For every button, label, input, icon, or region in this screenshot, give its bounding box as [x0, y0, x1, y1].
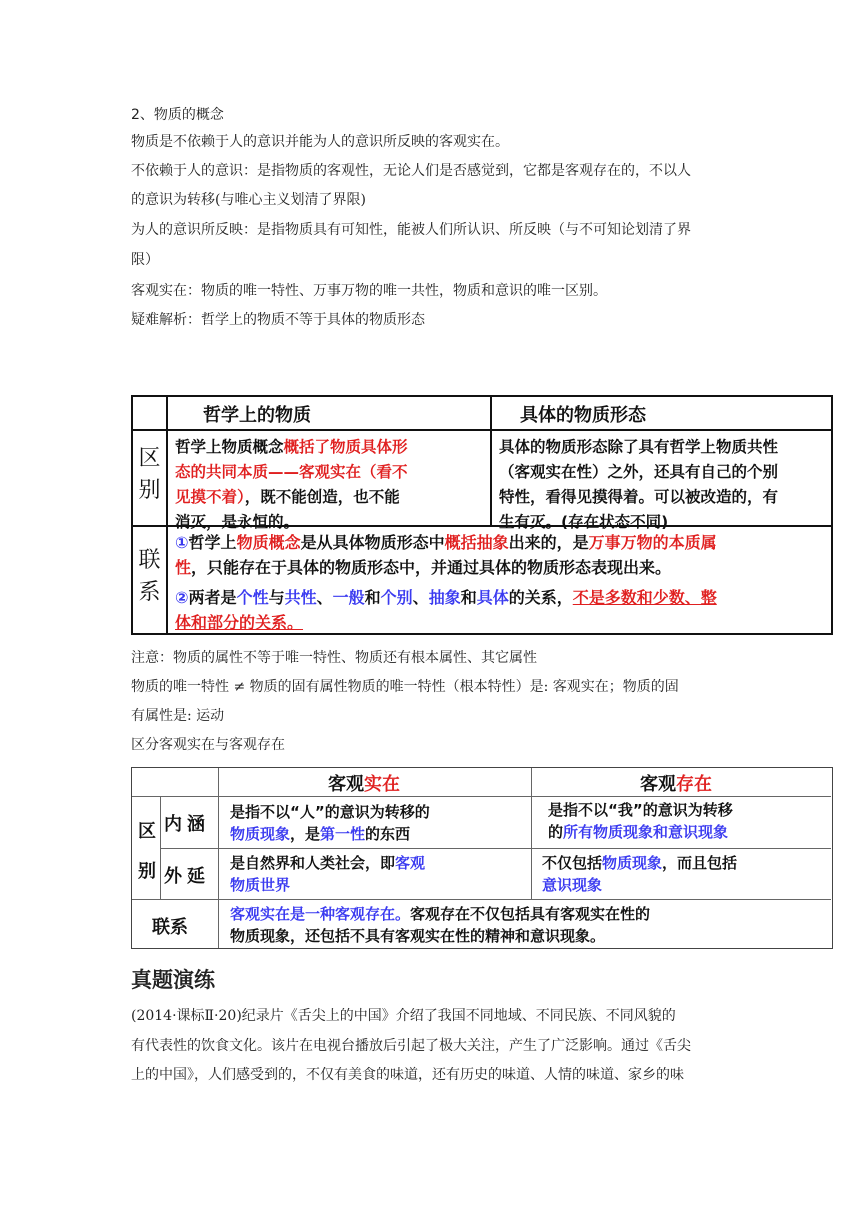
note-line: 注意：物质的属性不等于唯一特性、物质还有根本属性、其它属性 [131, 650, 537, 666]
section-title: 真题演练 [131, 968, 215, 992]
question-line: (2014·课标Ⅱ·20)纪录片《舌尖上的中国》介绍了我国不同地域、不同民族、不同风貌的 [131, 1008, 676, 1024]
paragraph-line: 的意识为转移(与唯心主义划清了界限) [131, 192, 366, 208]
question-line: 有代表性的饮食文化。该片在电视台播放后引起了极大关注，产生了广泛影响。通过《舌尖 [131, 1038, 691, 1054]
paragraph-line: 疑难解析：哲学上的物质不等于具体的物质形态 [131, 312, 425, 328]
paragraph-line: 为人的意识所反映：是指物质具有可知性，能被人们所认识、所反映（与不可知论划清了界 [131, 222, 691, 238]
difference-concrete-cell: 具体的物质形态除了具有哲学上物质共性 （客观实在性）之外，还具有自己的个别 特性，看得见摸得着。可以被改造的，有 生有灭。(存在状态不同) [499, 438, 779, 531]
row-label-difference: 区 别 [138, 821, 156, 882]
paragraph-line: 客观实在：物质的唯一特性、万事万物的唯一共性，物质和意识的唯一区别。 [131, 283, 607, 299]
definition-text: 物质是不依赖于人的意识并能为人的意识所反映的客观实在。 [131, 134, 509, 150]
section-heading: 2、物质的概念 [131, 107, 224, 123]
subheading: 区分客观实在与客观存在 [131, 737, 285, 753]
col-header-objective-reality: 客观实在 [328, 774, 400, 795]
matter-comparison-table [131, 395, 833, 635]
objective-reality-table [131, 767, 833, 949]
question-line: 上的中国》，人们感受到的，不仅有美食的味道，还有历史的味道、人情的味道、家乡的味 [131, 1067, 684, 1083]
row-label-connection: 联系 [152, 917, 188, 938]
col-header-objective-existence: 客观存在 [640, 774, 712, 795]
denotation-existence-cell: 不仅包括物质现象，而且包括 意识现象 [542, 854, 738, 894]
note-line: 物质的唯一特性 ≠ 物质的固有属性物质的唯一特性（根本特性）是: 客观实在；物质的固 [131, 679, 679, 695]
col-header-concrete-matter: 具体的物质形态 [520, 405, 646, 426]
connotation-existence-cell: 是指不以“我”的意识为转移 的所有物质现象和意识现象 [548, 801, 733, 841]
connotation-reality-cell: 是指不以“人”的意识为转移的 物质现象，是第一性的东西 [230, 803, 430, 843]
connection-cell: ①哲学上物质概念是从具体物质形态中概括抽象出来的，是万事万物的本质属 性，只能存在于具体的物质形态中，并通过具体的物质形态表现出来。 ②两者是个性与共性、一般和个别、抽象和具体的关系，不是多数和少数、整 体和部分的关系。 [175, 533, 717, 632]
col-header-philosophical-matter: 哲学上的物质 [203, 405, 311, 426]
row-label-difference: 区 别 [138, 446, 161, 503]
row-label-connotation: 内涵 [164, 814, 210, 835]
paragraph-line: 限） [131, 252, 159, 268]
row-label-connection: 联 系 [138, 548, 161, 605]
difference-philosophical-cell: 哲学上物质概念概括了物质具体形 态的共同本质——客观实在（看不 见摸不着），既不能创造，也不能 消灭，是永恒的。 [175, 438, 408, 531]
paragraph-line: 不依赖于人的意识：是指物质的客观性，无论人们是否感觉到，它都是客观存在的，不以人 [131, 163, 691, 179]
denotation-reality-cell: 是自然界和人类社会，即客观 物质世界 [230, 854, 426, 894]
row-label-denotation: 外延 [164, 866, 210, 887]
note-line: 有属性是: 运动 [131, 708, 225, 724]
connection-cell: 客观实在是一种客观存在。客观存在不仅包括具有客观实在性的 物质现象，还包括不具有客观实在性的精神和意识现象。 [230, 905, 651, 945]
